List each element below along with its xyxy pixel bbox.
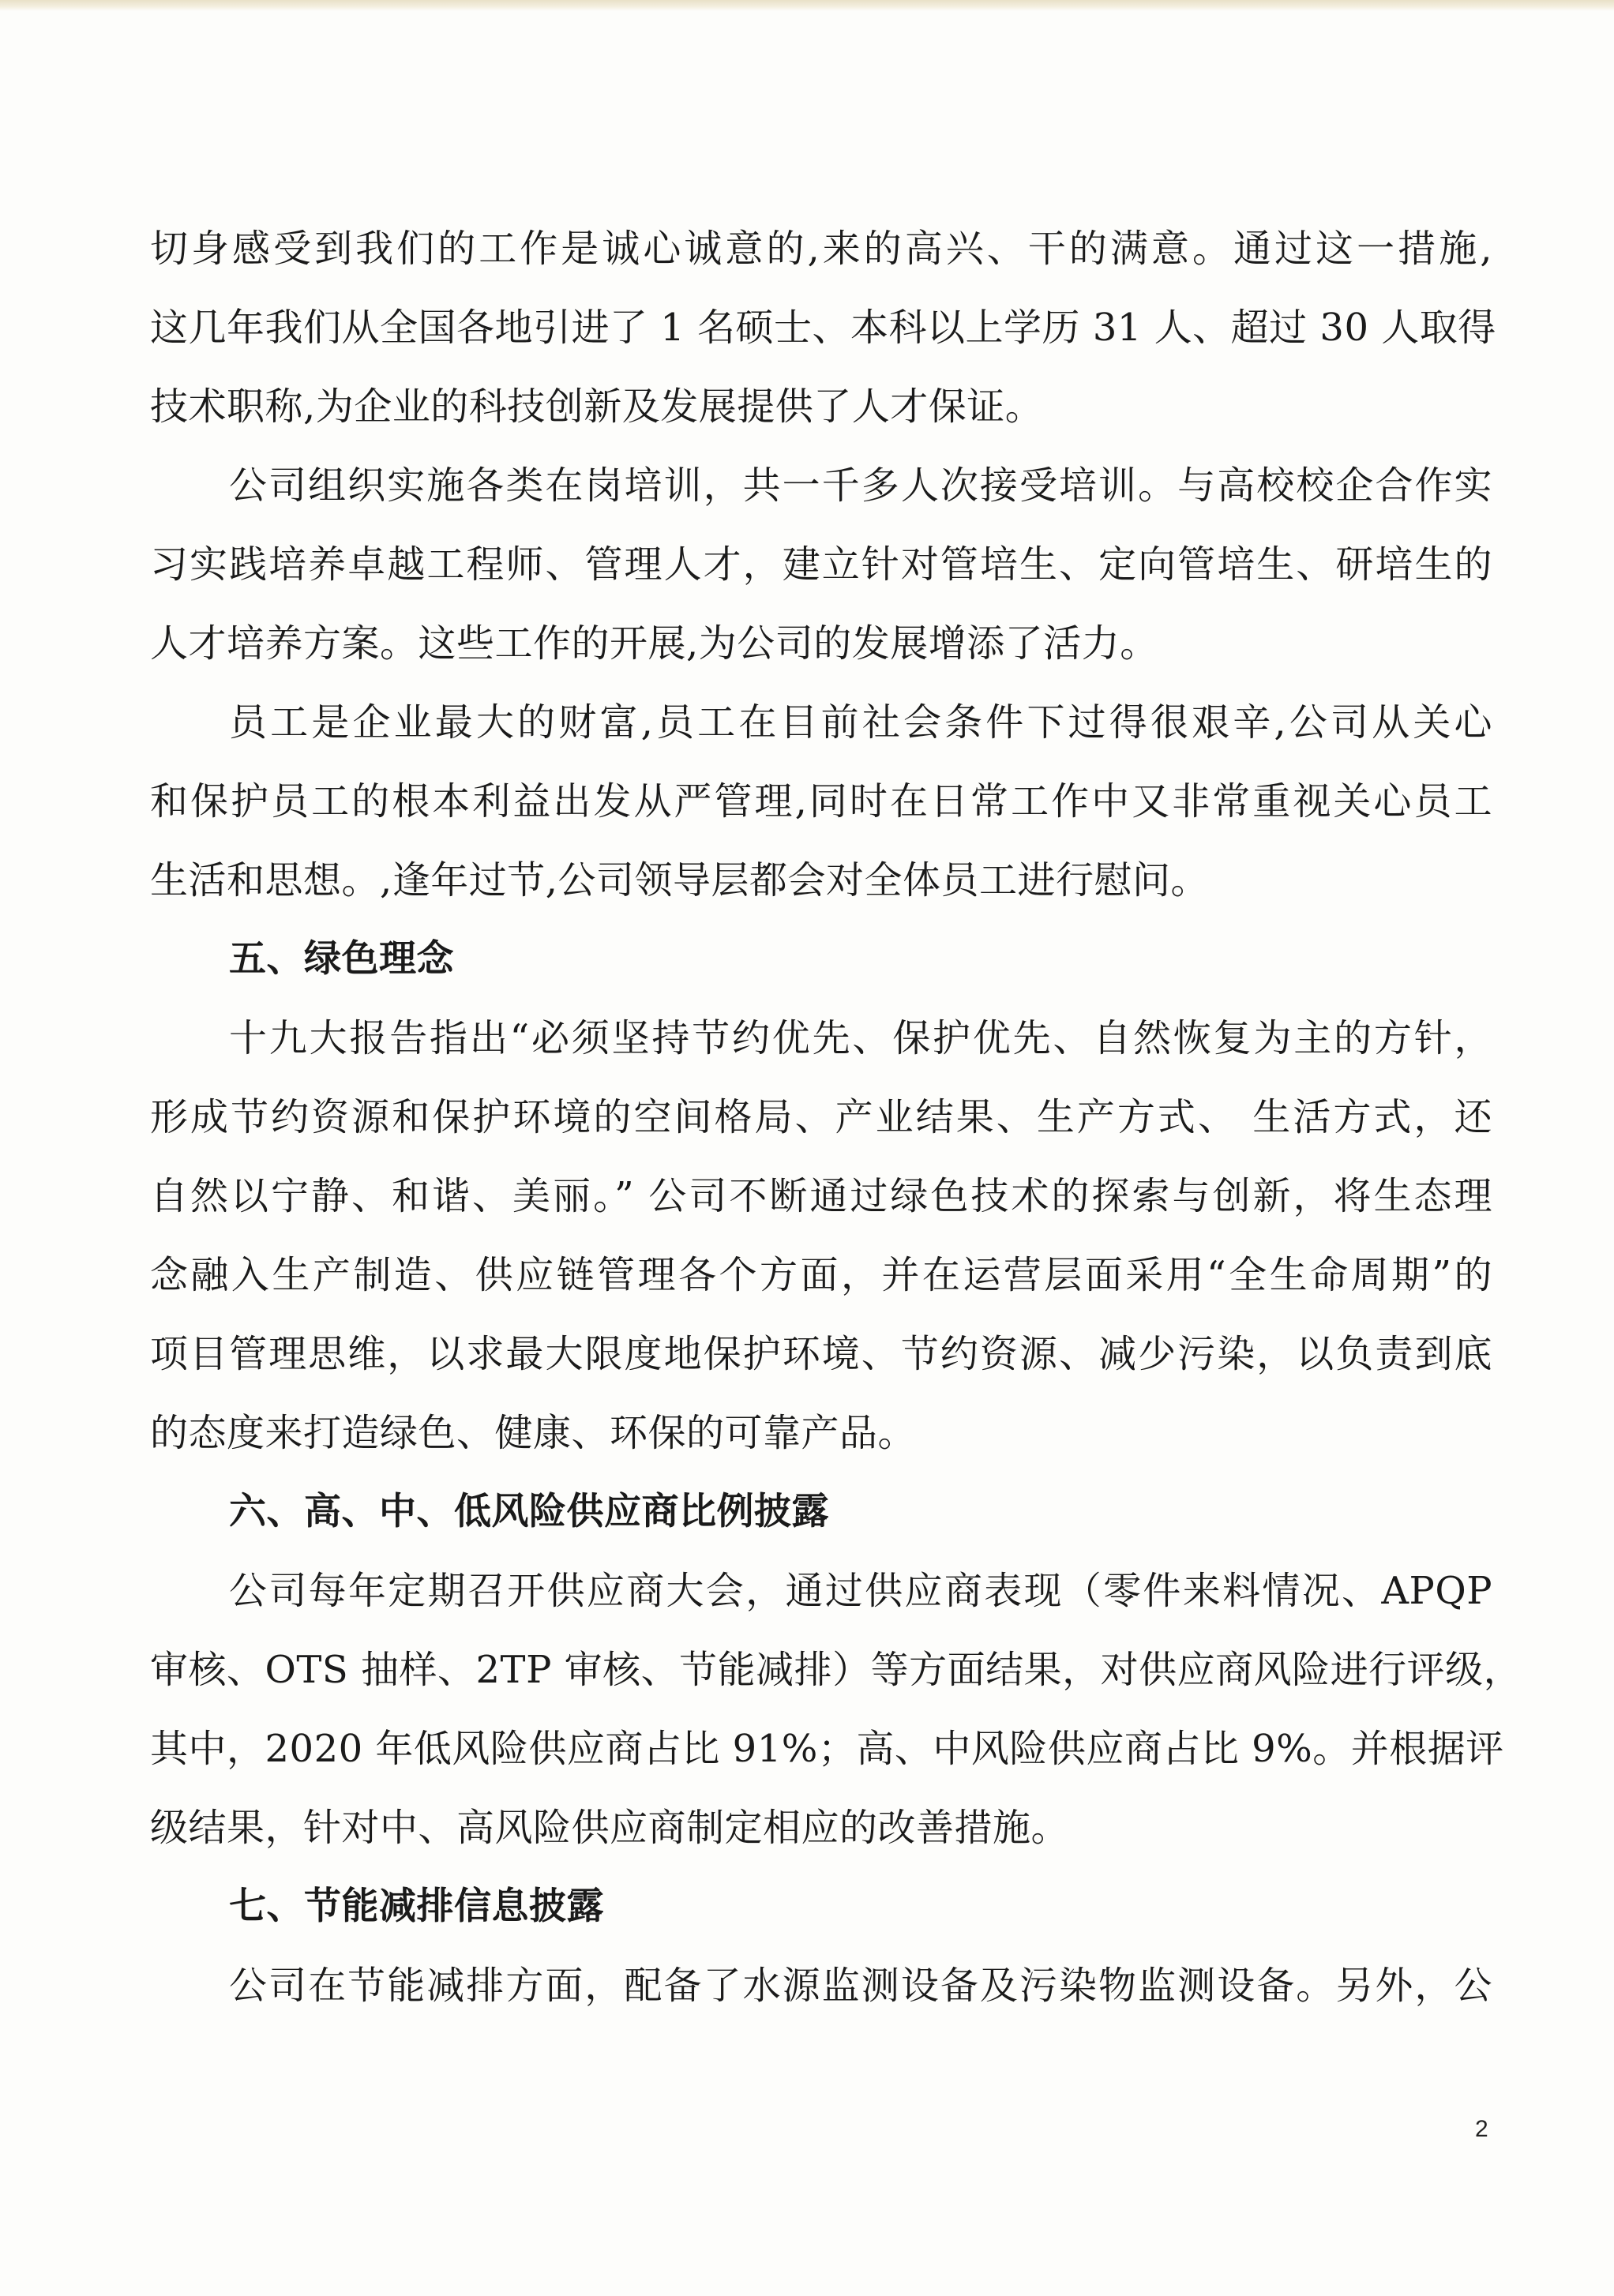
document-body [150,209,1522,2025]
paragraph-line: 项目管理思维，以求最大限度地保护环境、节约资源、减少污染，以负责到底 [150,1332,1492,1376]
page-number: 2 [1475,2116,1488,2142]
paragraph-line: 生活和思想。,逢年过节,公司领导层都会对全体员工进行慰问。 [150,858,1210,902]
paragraph-line: 公司组织实施各类在岗培训，共一千多人次接受培训。与高校校企合作实 [229,463,1492,508]
paragraph-line: 其中，2020 年低风险供应商占比 91%；高、中风险供应商占比 9%。并根据评 [150,1727,1504,1771]
paragraph-line: 级结果，针对中、高风险供应商制定相应的改善措施。 [150,1806,1070,1850]
paragraph-line: 习实践培养卓越工程师、管理人才，建立针对管培生、定向管培生、研培生的 [150,542,1492,587]
scan-top-edge [0,0,1614,11]
paragraph-line: 十九大报告指出“必须坚持节约优先、保护优先、自然恢复为主的方针， [229,1016,1492,1060]
paragraph-line: 形成节约资源和保护环境的空间格局、产业结果、生产方式、 生活方式，还 [150,1095,1492,1139]
paragraph-line: 念融入生产制造、供应链管理各个方面，并在运营层面采用“全生命周期”的 [150,1253,1492,1297]
section-heading-green-concept: 五、绿色理念 [229,937,454,981]
paragraph-line: 的态度来打造绿色、健康、环保的可靠产品。 [150,1411,917,1455]
paragraph-line: 切身感受到我们的工作是诚心诚意的,来的高兴、干的满意。通过这一措施, [150,227,1492,271]
paragraph-line: 这几年我们从全国各地引进了 1 名硕士、本科以上学历 31 人、超过 30 人取得 [150,306,1496,350]
section-heading-supplier-risk: 六、高、中、低风险供应商比例披露 [229,1490,829,1533]
paragraph-line: 员工是企业最大的财富,员工在目前社会条件下过得很艰辛,公司从关心 [229,700,1492,745]
section-heading-energy-saving: 七、节能减排信息披露 [229,1885,604,1928]
paragraph-line: 自然以宁静、和谐、美丽。” 公司不断通过绿色技术的探索与创新，将生态理 [150,1174,1492,1218]
paragraph-line: 审核、OTS 抽样、2TP 审核、节能减排）等方面结果，对供应商风险进行评级， [150,1648,1522,1692]
paragraph-line: 公司每年定期召开供应商大会，通过供应商表现（零件来料情况、APQP [229,1569,1492,1613]
paragraph-line: 公司在节能减排方面，配备了水源监测设备及污染物监测设备。另外，公 [229,1964,1492,2008]
paragraph-line: 和保护员工的根本利益出发从严管理,同时在日常工作中又非常重视关心员工 [150,779,1492,823]
paragraph-line: 技术职称,为企业的科技创新及发展提供了人才保证。 [150,385,1044,429]
paragraph-line: 人才培养方案。这些工作的开展,为公司的发展增添了活力。 [150,621,1158,666]
